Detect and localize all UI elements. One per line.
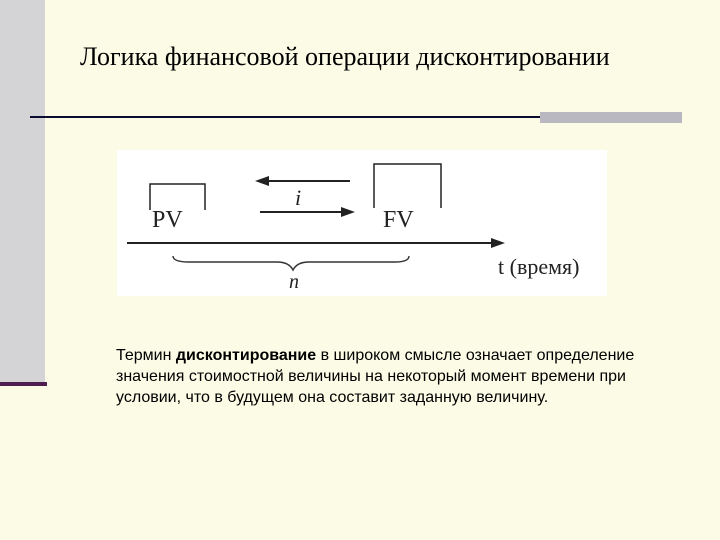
pv-label: PV (152, 207, 183, 233)
definition-prefix: Термин (116, 347, 176, 364)
title-divider (30, 116, 540, 118)
discount-arrowhead (255, 176, 269, 186)
diagram-svg (117, 150, 607, 296)
definition-text (116, 345, 656, 408)
time-axis-label: t (время) (498, 254, 580, 279)
period-label: n (289, 271, 299, 293)
time-axis-arrowhead (491, 238, 505, 248)
definition-rest: в широком смысле означает определение значения стоимостной величины на некоторый момент времени при условии, что в будущем она составит заданную величину. (116, 347, 635, 406)
fv-label: FV (383, 207, 414, 233)
rate-label: i (295, 185, 302, 210)
left-sidebar-accent (0, 382, 47, 386)
slide-title: Логика финансовой операции дисконтировании (80, 42, 610, 71)
definition-term: дисконтирование (175, 347, 317, 364)
title-divider-accent (540, 112, 682, 123)
left-sidebar-bar (0, 0, 45, 382)
discounting-diagram (117, 150, 607, 296)
fv-bracket (374, 164, 441, 208)
period-brace (173, 256, 409, 270)
compound-arrowhead (341, 207, 355, 217)
